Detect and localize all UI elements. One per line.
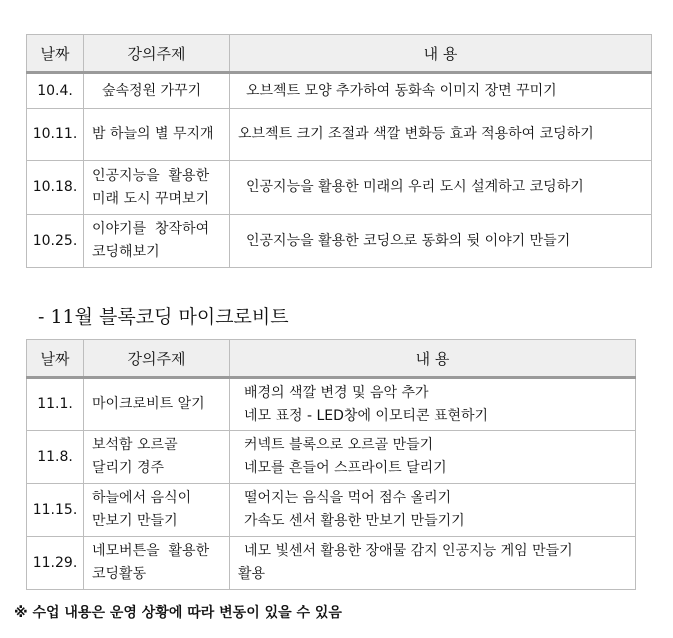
content-header: 내 용 <box>230 35 652 73</box>
topic-cell <box>84 484 230 537</box>
content-line: 네모 빛센서 활용한 장애물 감지 인공지능 게임 만들기 <box>244 543 573 559</box>
topic-line: 마이크로비트 알기 <box>92 396 205 412</box>
november-schedule-table <box>26 339 636 590</box>
table-header-row <box>27 35 652 73</box>
content-cell <box>230 378 636 431</box>
table-row <box>27 431 636 484</box>
topic-cell <box>84 109 230 161</box>
content-line: 인공지능을 활용한 미래의 우리 도시 설계하고 코딩하기 <box>246 179 584 195</box>
topic-line: 하늘에서 음식이 <box>92 490 192 506</box>
topic-line: 네모버튼을 활용한 <box>92 543 210 559</box>
content-line: 배경의 색깔 변경 및 음악 추가 <box>244 384 429 401</box>
date-cell: 11.8. <box>27 431 84 484</box>
topic-line: 밤 하늘의 별 무지개 <box>92 126 214 142</box>
date-header: 날짜 <box>27 35 84 73</box>
topic-cell <box>84 431 230 484</box>
november-section-title: - 11월 블록코딩 마이크로비트 <box>38 306 289 328</box>
content-line: 떨어지는 음식을 먹어 점수 올리기 <box>244 490 452 506</box>
content-cell <box>230 484 636 537</box>
date-cell: 11.1. <box>27 378 84 431</box>
topic-line: 인공지능을 활용한 <box>92 167 210 184</box>
topic-cell <box>84 215 230 268</box>
table-row <box>27 484 636 537</box>
topic-line: 보석함 오르골 <box>92 437 178 453</box>
topic-cell <box>84 537 230 590</box>
table-row <box>27 73 652 109</box>
table-row <box>27 378 636 431</box>
table-header-row <box>27 340 636 378</box>
content-header: 내 용 <box>230 340 636 378</box>
content-cell <box>230 537 636 590</box>
table-row <box>27 215 652 268</box>
content-line: 네모를 흔들어 스프라이트 달리기 <box>244 460 447 476</box>
topic-cell <box>84 73 230 109</box>
table-row <box>27 109 652 161</box>
date-cell: 11.15. <box>27 484 84 537</box>
date-cell: 10.18. <box>27 161 84 215</box>
date-cell: 10.25. <box>27 215 84 268</box>
topic-line: 코딩활동 <box>92 566 147 582</box>
notice-text: ※ 수업 내용은 운영 상황에 따라 변동이 있을 수 있음 <box>14 605 342 621</box>
topic-line: 미래 도시 꾸며보기 <box>92 190 210 207</box>
content-line: 오브젝트 모양 추가하여 동화속 이미지 장면 꾸미기 <box>246 82 557 99</box>
topic-line: 이야기를 창작하여 <box>92 221 210 237</box>
date-header: 날짜 <box>27 340 84 378</box>
content-cell <box>230 431 636 484</box>
topic-line: 만보기 만들기 <box>92 513 178 529</box>
content-cell <box>230 109 652 161</box>
topic-header: 강의주제 <box>84 340 230 378</box>
content-line: 가속도 센서 활용한 만보기 만들기기 <box>244 513 465 529</box>
content-cell <box>230 73 652 109</box>
topic-line: 달리기 경주 <box>92 460 165 476</box>
content-line: 오브젝트 크기 조절과 색깔 변화등 효과 적용하여 코딩하기 <box>238 126 594 142</box>
content-cell <box>230 161 652 215</box>
content-line: 커넥트 블록으로 오르골 만들기 <box>244 437 434 453</box>
content-line: 활용 <box>238 566 266 582</box>
date-cell: 11.29. <box>27 537 84 590</box>
table-row <box>27 161 652 215</box>
table-row <box>27 537 636 590</box>
topic-line: 코딩해보기 <box>92 244 160 260</box>
content-line: 네모 표정 - LED창에 이모티콘 표현하기 <box>244 407 489 424</box>
topic-header: 강의주제 <box>84 35 230 73</box>
topic-cell <box>84 378 230 431</box>
topic-line: 숲속정원 가꾸기 <box>102 82 202 99</box>
content-cell <box>230 215 652 268</box>
october-schedule-table <box>26 34 652 268</box>
content-line: 인공지능을 활용한 코딩으로 동화의 뒷 이야기 만들기 <box>246 232 571 249</box>
topic-cell <box>84 161 230 215</box>
date-cell: 10.4. <box>27 73 84 109</box>
date-cell: 10.11. <box>27 109 84 161</box>
